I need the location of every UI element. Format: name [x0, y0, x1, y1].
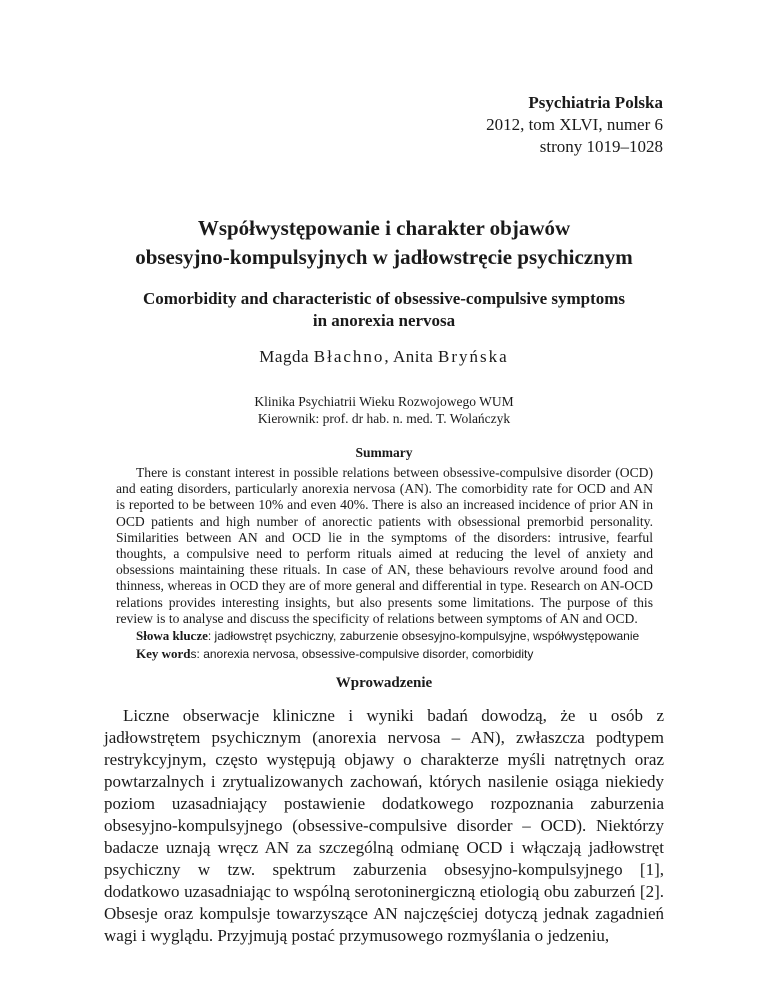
keywords-en-label: Key word — [136, 646, 191, 661]
affiliation — [0, 393, 768, 427]
keywords-polish — [136, 627, 676, 645]
article-title-polish — [60, 214, 708, 272]
title-pl-line-1: Współwystępowanie i charakter objawów — [197, 216, 571, 240]
keywords-pl-value: : jadłowstręt psychiczny, zaburzenie obsesyjno-kompulsyjne, współwystępowanie — [207, 629, 640, 643]
journal-issue: 2012, tom XLVI, numer 6 — [486, 115, 663, 134]
keywords-pl-label: Słowa klucze — [136, 628, 208, 643]
journal-header — [486, 92, 663, 158]
introduction-paragraph: Liczne obserwacje kliniczne i wyniki badań dowodzą, że u osób z jadłowstrętem psychicznym (anorexia nervosa – AN), zwłaszcza podtypem restrykcyjnym, często występują objawy o charakterze myśli natrętnych oraz powtarzalnych i zrytualizowanych zachowań, których nasilenie osiąga niekiedy poziom uzasadniający postawienie dodatkowego rozpoznania zaburzenia obsesyjno-kompulsyjnego (obsessive-compulsive disorder – OCD). Niektórzy badacze uznają wręcz AN za szczególną odmianę OCD i włączają jadłowstręt psychiczny w tzw. spektrum zaburzenia obsesyjno-kompulsyjnego [1], dodatkowo uzasadniając to wspólną serotoninergiczną etiologią obu zaburzeń [2]. Obsesje oraz kompulsje towarzyszące AN najczęściej dotyczą jednak zagadnień wagi i wyglądu. Przyjmują postać przymusowego rozmyślania o jedzeniu, — [104, 706, 664, 945]
author-list — [0, 346, 768, 368]
title-pl-line-2: obsesyjno-kompulsyjnych w jadłowstręcie psychicznym — [135, 245, 633, 269]
author-1-last-name: Błachno — [313, 347, 385, 366]
affiliation-institution: Klinika Psychiatrii Wieku Rozwojowego WUM — [254, 394, 514, 409]
keywords-english — [136, 645, 676, 663]
title-en-line-2: in anorexia nervosa — [312, 311, 456, 330]
title-en-line-1: Comorbidity and characteristic of obsessive-compulsive symptoms — [142, 289, 626, 308]
author-2-last-name: Bryńska — [438, 347, 509, 366]
journal-name: Psychiatria Polska — [528, 93, 663, 112]
affiliation-head: Kierownik: prof. dr hab. n. med. T. Wolańczyk — [257, 411, 511, 426]
journal-pages: strony 1019–1028 — [539, 137, 663, 156]
author-1-first-name: Magda — [259, 347, 310, 366]
summary-heading: Summary — [355, 445, 413, 460]
summary-text: There is constant interest in possible relations between obsessive-compulsive disorder (OCD) and eating disorders, particularly anorexia nervosa (AN). The comorbidity rate for OCD and AN is reported to be between 10% and even 40%. There is also an increased incidence of prior AN in OCD patients and high number of anorectic patients with obsessional premorbid personality. Similarities between AN and OCD lie in the symptoms of the disorders: intrusive, fearful thoughts, a compulsive need to perform rituals aimed at reducing the level of anxiety and obsessions maintaining these rituals. In case of AN, these behaviours revolve around food and thinness, whereas in OCD they are of more general and differential in type. Research on AN-OCD relations provides interesting insights, but also presents some limitations. The purpose of this review is to analyse and discuss the specificity of relations between symptoms of AN and OCD. — [116, 465, 653, 626]
article-title-english — [80, 288, 688, 332]
introduction-heading: Wprowadzenie — [335, 675, 433, 691]
author-2-first-name: Anita — [392, 347, 434, 366]
keywords-en-value: s: anorexia nervosa, obsessive-compulsive disorder, comorbidity — [190, 647, 534, 661]
author-separator: , — [384, 347, 390, 366]
keywords-block — [136, 627, 676, 663]
